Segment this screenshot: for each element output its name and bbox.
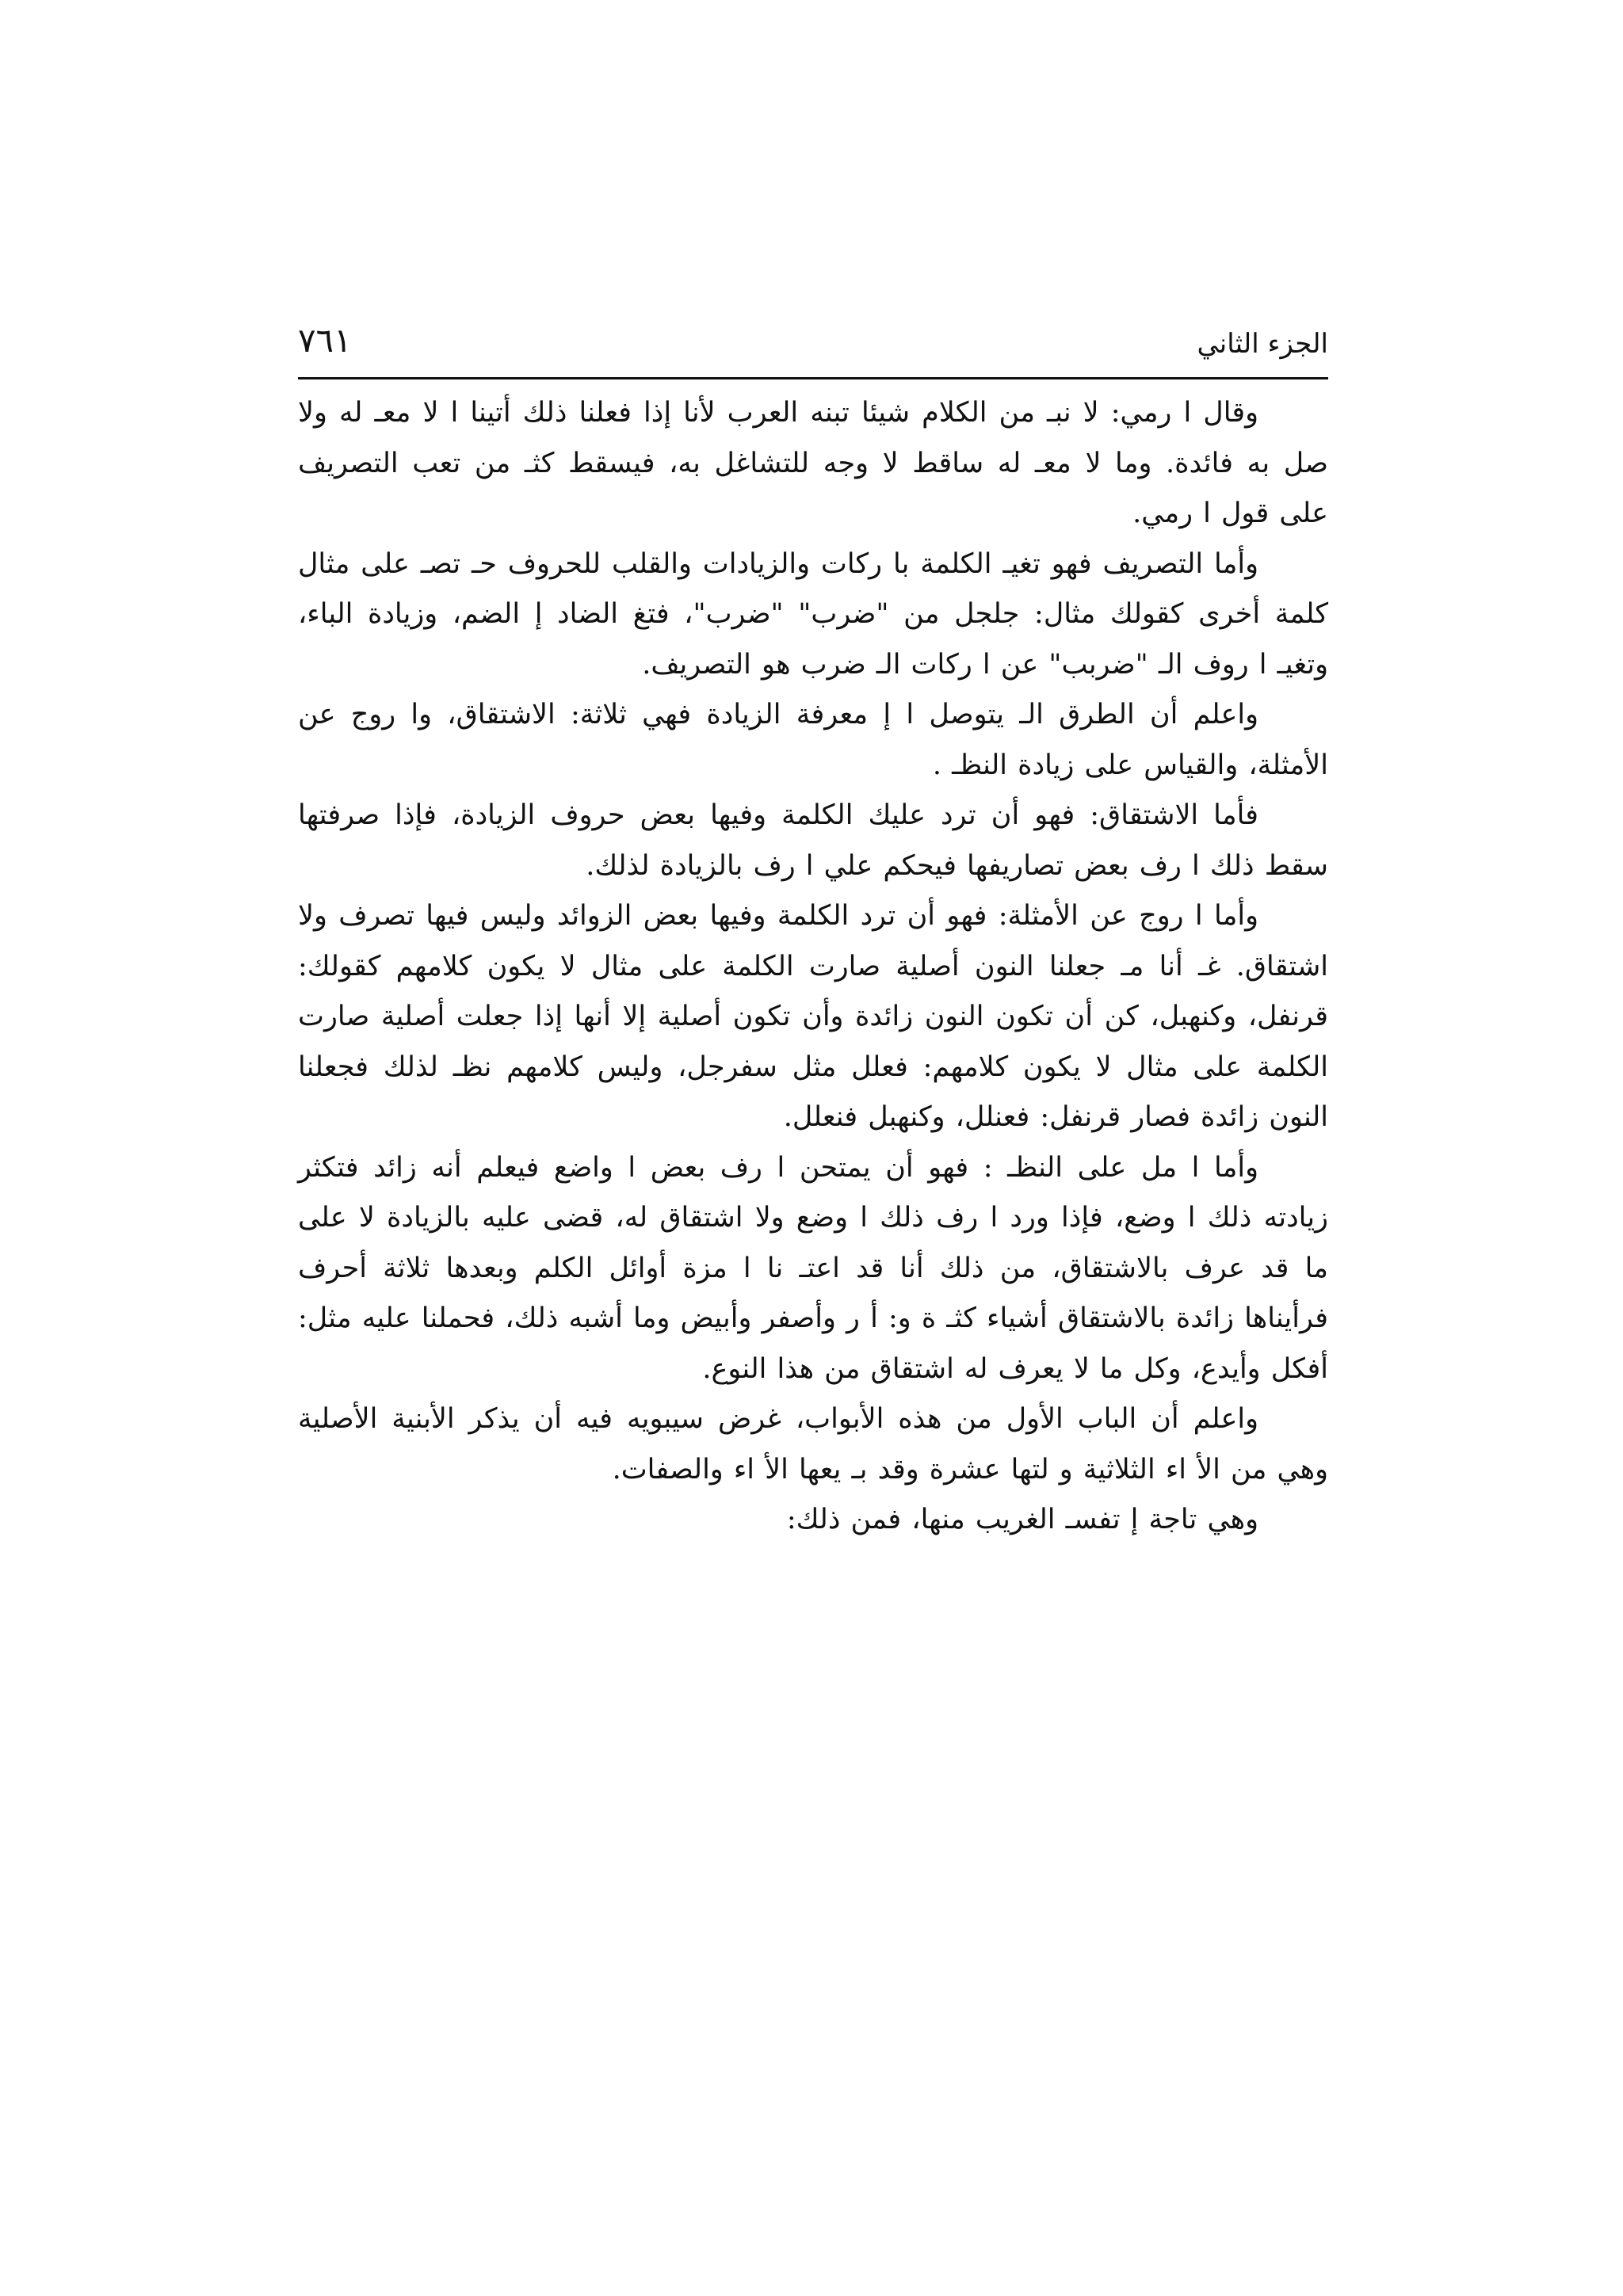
body-text <box>298 388 1328 1546</box>
paragraph: وأما ا روج عن الأمثلة: فهو أن ترد الكلمة وفيها بعض الزوائد وليس فيها تصرف ولا اشتقاق. غـ أنا مـ جعلنا النون أصلية صارت الكلمة على مثال لا يكون كلامهم كقولك: قرنفل، وكنهبل، كن أن تكون النون زائدة وأن تكون أصلية إلا أنها إذا جعلت أصلية صارت الكلمة على مثال لا يكون كلامهم: فعلل مثل سفرجل، وليس كلامهم نظـ لذلك فجعلنا النون زائدة فصار قرنفل: فعنلل، وكنهبل فنعلل. <box>298 900 1328 1133</box>
page-number: ٧٦١ <box>298 321 352 360</box>
paragraph: وهي تاجة إ تفسـ الغريب منها، فمن ذلك: <box>786 1504 1258 1535</box>
paragraph: وقال ا رمي: لا نبـ من الكلام شيئا تبنه العرب لأنا إذا فعلنا ذلك أتينا ا لا معـ له ولا صل به فائدة. وما لا معـ له ساقط لا وجه للتشاغل به، فيسقط كثـ من تعب التصريف على قول ا رمي. <box>298 397 1328 529</box>
running-title: الجزء الثاني <box>1197 328 1328 360</box>
page-header <box>298 320 1328 371</box>
paragraph: واعلم أن الطرق الـ يتوصل ا إ معرفة الزيادة فهي ثلاثة: الاشتقاق، وا روج عن الأمثلة، والقياس على زيادة النظـ . <box>298 699 1328 781</box>
paragraph: وأما التصريف فهو تغيـ الكلمة با ركات والزيادات والقلب للحروف حـ تصـ على مثال كلمة أخرى كقولك مثال: جلجل من "ضرب" "ضرب"، فتغ الضاد إ الضم، وزيادة الباء، وتغيـ ا روف الـ "ضربب" عن ا ركات الـ ضرب هو التصريف. <box>298 547 1329 681</box>
paragraph: واعلم أن الباب الأول من هذه الأبواب، غرض سيبويه فيه أن يذكر الأبنية الأصلية وهي من الأ اء الثلاثية و لتها عشرة وقد بـ يعها الأ اء والصفات. <box>298 1403 1328 1486</box>
paragraph: وأما ا مل على النظـ : فهو أن يمتحن ا رف بعض ا واضع فيعلم أنه زائد فتكثر زيادته ذلك ا وضع، فإذا ورد ا رف ذلك ا وضع ولا اشتقاق له، قضى عليه بالزيادة لا على ما قد عرف بالاشتقاق، من ذلك أنا قد اعتـ نا ا مزة أوائل الكلم وبعدها ثلاثة أحرف فرأيناها زائدة بالاشتقاق أشياء كثـ ة و: أ ر وأصفر وأبيض وما أشبه ذلك، فحملنا عليه مثل: أفكل وأيدع، وكل ما لا يعرف له اشتقاق من هذا النوع. <box>298 1151 1328 1385</box>
header-divider <box>298 377 1328 379</box>
paragraph: فأما الاشتقاق: فهو أن ترد عليك الكلمة وفيها بعض حروف الزيادة، فإذا صرفتها سقط ذلك ا رف بعض تصاريفها فيحكم علي ا رف بالزيادة لذلك. <box>298 799 1328 882</box>
